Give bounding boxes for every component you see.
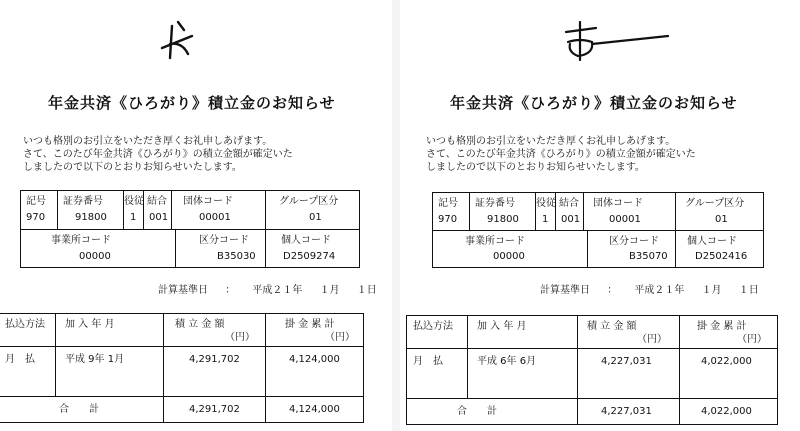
row-join: 平成 9年 1月 bbox=[65, 354, 125, 365]
value-shoken: 91800 bbox=[75, 212, 107, 223]
code-info-box bbox=[432, 192, 764, 268]
intro-line: しましたので以下のとおりお知らせいたします。 bbox=[426, 162, 645, 173]
value-kigo: 970 bbox=[26, 212, 46, 223]
total-cum: 4,124,000 bbox=[289, 404, 340, 415]
header-cum-unit: （円） bbox=[325, 332, 355, 343]
value-dantai: 00001 bbox=[199, 212, 231, 223]
calc-day: １日 bbox=[738, 285, 759, 296]
calc-sep: ： bbox=[607, 285, 618, 296]
calc-sep: ： bbox=[225, 285, 236, 296]
header-amount: 積 立 金 額 bbox=[587, 321, 637, 332]
amount-table bbox=[0, 313, 364, 423]
header-join: 加 入 年 月 bbox=[65, 319, 115, 330]
total-amount: 4,291,702 bbox=[189, 404, 240, 415]
calc-base-date bbox=[158, 281, 391, 296]
document-title: 年金共済《ひろがり》積立金のお知らせ bbox=[450, 94, 738, 112]
notice-document-right bbox=[400, 0, 800, 431]
calc-label: 計算基準日 bbox=[540, 285, 590, 296]
header-kubun: 区分コード bbox=[609, 236, 659, 247]
value-kubun: B35070 bbox=[629, 251, 668, 262]
header-kigo: 記号 bbox=[26, 196, 46, 207]
total-cum: 4,022,000 bbox=[701, 406, 752, 417]
notice-document-left bbox=[0, 0, 392, 431]
calc-day: １日 bbox=[356, 285, 377, 296]
header-method: 払込方法 bbox=[413, 321, 453, 332]
header-ketsugo: 結合 bbox=[559, 198, 579, 209]
header-group: グループ区分 bbox=[685, 198, 745, 209]
total-label: 合 計 bbox=[59, 404, 99, 415]
header-dantai: 団体コード bbox=[593, 198, 643, 209]
header-yakuju: 役従 bbox=[124, 196, 144, 207]
header-method: 払込方法 bbox=[5, 319, 45, 330]
intro-text bbox=[23, 135, 293, 174]
row-method: 月 払 bbox=[5, 354, 35, 365]
value-yakuju: 1 bbox=[130, 212, 137, 223]
header-shoken: 証券番号 bbox=[475, 198, 515, 209]
value-group: 01 bbox=[309, 212, 322, 223]
intro-line: さて、このたび年金共済《ひろがり》の積立金額が確定いた bbox=[426, 149, 696, 160]
total-amount: 4,227,031 bbox=[601, 406, 652, 417]
header-join: 加 入 年 月 bbox=[477, 321, 527, 332]
header-cum: 掛 金 累 計 bbox=[697, 321, 747, 332]
header-amount: 積 立 金 額 bbox=[175, 319, 225, 330]
total-label: 合 計 bbox=[457, 406, 497, 417]
row-join: 平成 6年 6月 bbox=[477, 356, 537, 367]
value-yakuju: 1 bbox=[542, 214, 549, 225]
header-yakuju: 役従 bbox=[536, 198, 556, 209]
row-method: 月 払 bbox=[413, 356, 443, 367]
intro-text bbox=[426, 135, 696, 174]
header-kubun: 区分コード bbox=[199, 235, 249, 246]
handwritten-seal-mark bbox=[148, 14, 208, 64]
calc-era: 平成２１年 bbox=[634, 285, 685, 296]
value-kubun: B35030 bbox=[217, 251, 256, 262]
header-group: グループ区分 bbox=[279, 196, 339, 207]
value-jigyosho: 00000 bbox=[79, 251, 111, 262]
header-shoken: 証券番号 bbox=[63, 196, 103, 207]
header-cum-unit: （円） bbox=[737, 334, 767, 345]
calc-era: 平成２１年 bbox=[252, 285, 303, 296]
calc-base-date bbox=[540, 281, 773, 296]
header-kigo: 記号 bbox=[438, 198, 458, 209]
intro-line: いつも格別のお引立をいただき厚くお礼申しあげます。 bbox=[426, 136, 676, 147]
intro-line: いつも格別のお引立をいただき厚くお礼申しあげます。 bbox=[23, 136, 273, 147]
calc-month: １月 bbox=[319, 285, 340, 296]
value-shoken: 91800 bbox=[487, 214, 519, 225]
intro-line: さて、このたび年金共済《ひろがり》の積立金額が確定いた bbox=[23, 149, 293, 160]
amount-table bbox=[406, 315, 778, 425]
value-ketsugo: 001 bbox=[149, 212, 169, 223]
header-ketsugo: 結合 bbox=[147, 196, 167, 207]
value-group: 01 bbox=[715, 214, 728, 225]
row-amount: 4,291,702 bbox=[189, 354, 240, 365]
row-amount: 4,227,031 bbox=[601, 356, 652, 367]
header-dantai: 団体コード bbox=[183, 196, 233, 207]
value-ketsugo: 001 bbox=[561, 214, 581, 225]
header-kojin: 個人コード bbox=[281, 235, 331, 246]
row-cum: 4,124,000 bbox=[289, 354, 340, 365]
handwritten-seal-mark bbox=[556, 14, 676, 64]
value-jigyosho: 00000 bbox=[493, 251, 525, 262]
code-info-box bbox=[20, 190, 360, 268]
header-kojin: 個人コード bbox=[687, 236, 737, 247]
document-title: 年金共済《ひろがり》積立金のお知らせ bbox=[48, 94, 336, 112]
value-kigo: 970 bbox=[438, 214, 458, 225]
header-amount-unit: （円） bbox=[637, 334, 667, 345]
header-jigyosho: 事業所コード bbox=[51, 235, 111, 246]
intro-line: しましたので以下のとおりお知らせいたします。 bbox=[23, 162, 242, 173]
value-dantai: 00001 bbox=[609, 214, 641, 225]
row-cum: 4,022,000 bbox=[701, 356, 752, 367]
scan-gutter bbox=[392, 0, 400, 431]
header-amount-unit: （円） bbox=[225, 332, 255, 343]
header-jigyosho: 事業所コード bbox=[465, 236, 525, 247]
value-kojin: D2509274 bbox=[283, 251, 336, 262]
value-kojin: D2502416 bbox=[695, 251, 748, 262]
calc-month: １月 bbox=[701, 285, 722, 296]
header-cum: 掛 金 累 計 bbox=[285, 319, 335, 330]
calc-label: 計算基準日 bbox=[158, 285, 208, 296]
